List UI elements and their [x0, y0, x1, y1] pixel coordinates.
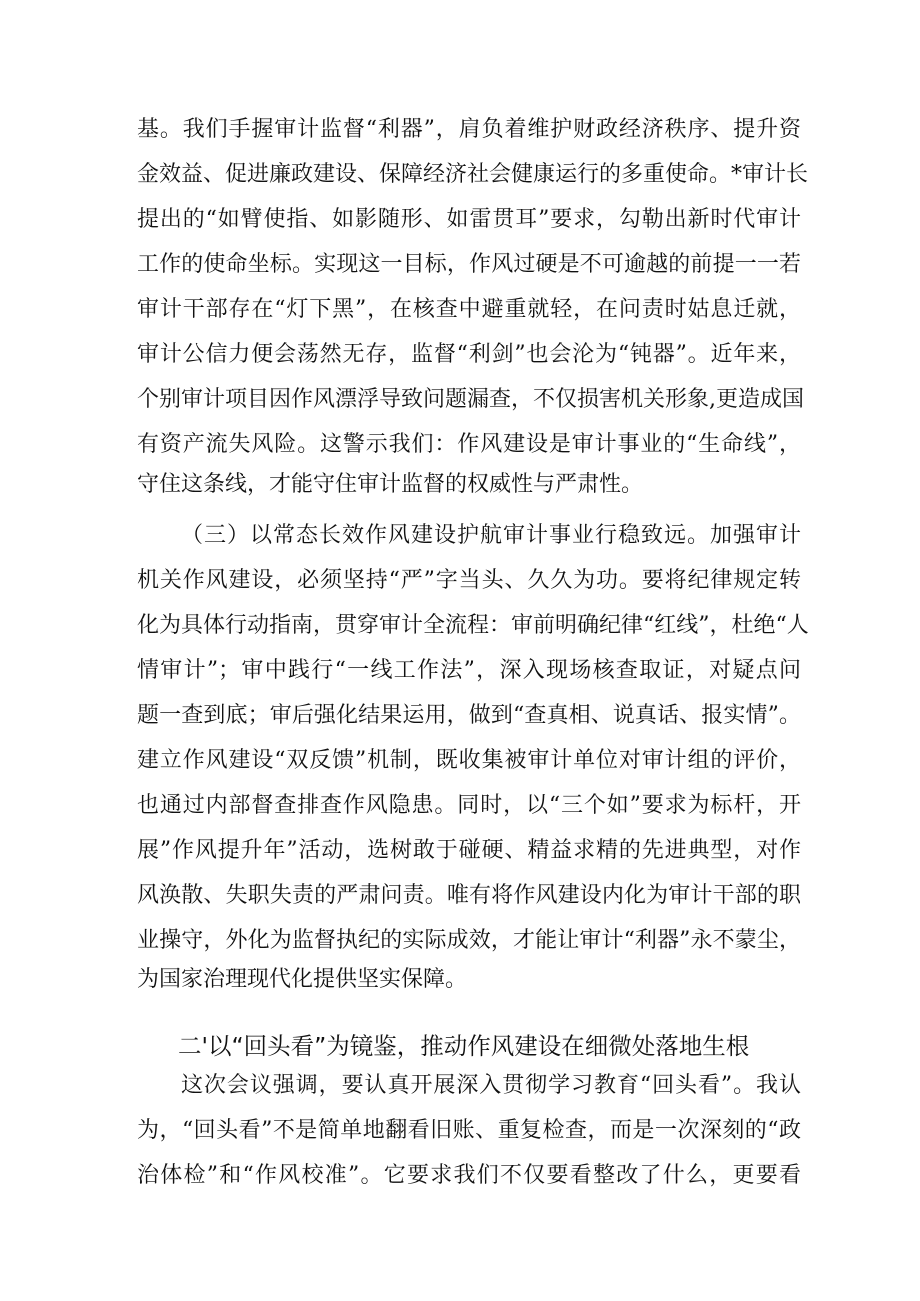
paragraph-2-line: 也通过内部督查排查作风隐患。同时，以“三个如”要求为标杆，开: [137, 793, 801, 818]
paragraph-1-line: 审计干部存在“灯下黑”，在核查中避重就轻，在问责时姑息迁就，: [137, 297, 801, 322]
paragraph-1-line: 金效益、促进廉政建设、保障经济社会健康运行的多重使命。*审计长: [137, 162, 809, 187]
paragraph-1-line: 基。我们手握审计监督“利器”，肩负着维护财政经济秩序、提升资: [137, 117, 801, 142]
paragraph-1-line: 有资产流失风险。这警示我们：作风建设是审计事业的“生命线”，: [137, 432, 801, 457]
paragraph-2-first-line: （三）以常态长效作风建设护航审计事业行稳致远。加强审计: [181, 523, 801, 548]
paragraph-2-line: 为国家治理现代化提供坚实保障。: [137, 967, 468, 992]
paragraph-1-line: 工作的使命坐标。实现这一目标，作风过硬是不可逾越的前提一一若: [137, 252, 801, 277]
paragraph-2-line: 建立作风建设“双反馈”机制，既收集被审计单位对审计组的评价，: [137, 748, 801, 773]
paragraph-2-line: 情审计”；审中践行“一线工作法”，深入现场核查取证，对疑点问: [137, 658, 801, 683]
paragraph-2-line: 题一查到底；审后强化结果运用，做到“查真相、说真话、报实情”。: [137, 703, 801, 728]
paragraph-3-first-line: 这次会议强调，要认真开展深入贯彻学习教育“回头看”。我认: [181, 1073, 801, 1098]
paragraph-2-line: 机关作风建设，必须坚持“严”字当头、久久为功。要将纪律规定转: [137, 568, 801, 593]
section-heading: 二'以“回头看”为镜鉴，推动作风建设在细微处落地生根: [178, 1032, 750, 1060]
paragraph-2-line: 风涣散、失职失责的严肃问责。唯有将作风建设内化为审计干部的职: [137, 883, 801, 908]
paragraph-1-line: 提出的“如臂使指、如影随形、如雷贯耳”要求，勾勒出新时代审计: [137, 207, 801, 232]
paragraph-1-line: 审计公信力便会荡然无存，监督“利剑”也会沦为“钝器”。近年来，: [137, 342, 801, 367]
paragraph-3-line: 治体检”和“作风校准”。它要求我们不仅要看整改了什么，更要看: [137, 1163, 801, 1188]
paragraph-1-line: 守住这条线，才能守住审计监督的权威性与严肃性。: [137, 472, 644, 497]
paragraph-3-line: 为，“回头看”不是简单地翻看旧账、重复检查，而是一次深刻的“政: [137, 1118, 801, 1143]
paragraph-2-line: 化为具体行动指南，贯穿审计全流程：审前明确纪律“红线”，杜绝“人: [137, 613, 809, 638]
paragraph-1-line: 个别审计项目因作风漂浮导致问题漏查，不仅损害机关形象,更造成国: [137, 387, 804, 412]
paragraph-2-line: 业操守，外化为监督执纪的实际成效，才能让审计“利器”永不蒙尘，: [137, 928, 801, 953]
paragraph-2-line: 展”作风提升年”活动，选树敢于碰硬、精益求精的先进典型，对作: [137, 838, 801, 863]
